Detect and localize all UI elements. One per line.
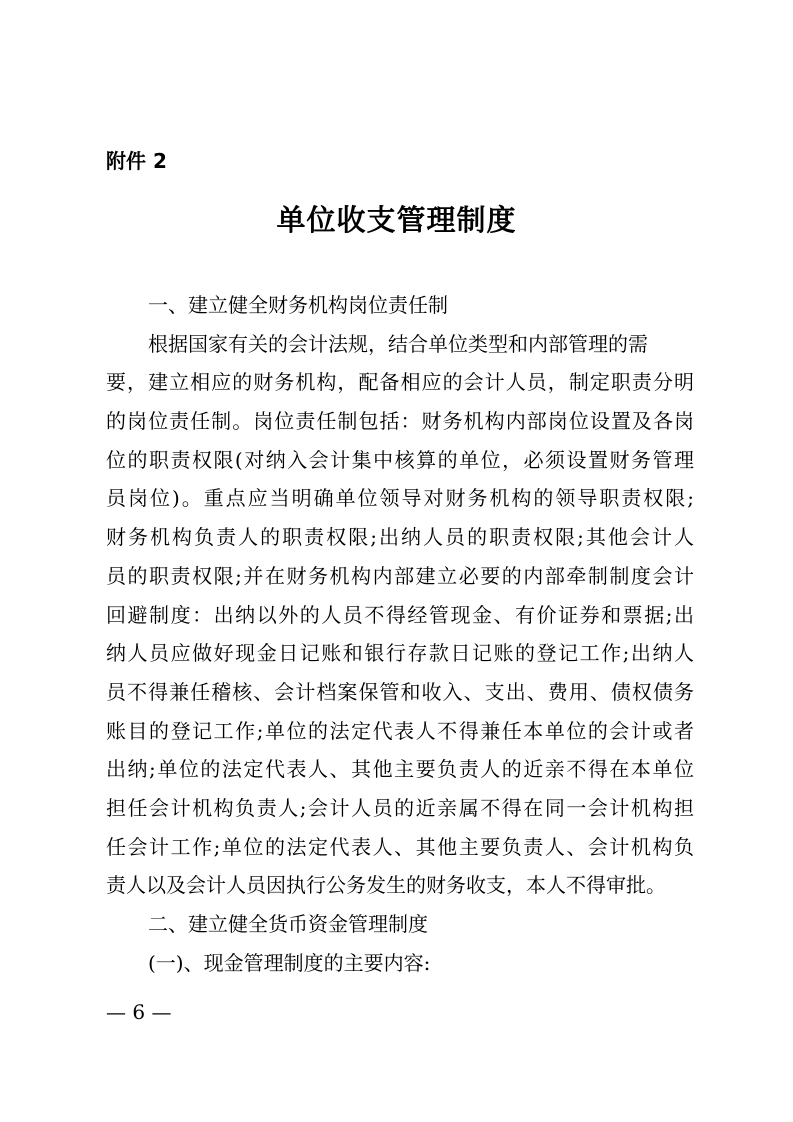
paragraph-line: 担任会计机构负责人;会计人员的近亲属不得在同一会计机构担 (106, 795, 694, 820)
document-title: 单位收支管理制度 (276, 203, 517, 237)
paragraph-line: 回避制度：出纳以外的人员不得经管现金、有价证券和票据;出 (106, 602, 694, 627)
section-heading-1: 一、建立健全财务机构岗位责任制 (148, 293, 448, 317)
paragraph-line: 出纳;单位的法定代表人、其他主要负责人的近亲不得在本单位 (106, 757, 694, 782)
paragraph-line: 员的职责权限;并在财务机构内部建立必要的内部牵制制度会计 (106, 563, 694, 588)
paragraph-line: 要，建立相应的财务机构，配备相应的会计人员，制定职责分明 (106, 370, 694, 395)
paragraph-line: 员不得兼任稽核、会计档案保管和收入、支出、费用、债权债务 (106, 679, 694, 704)
section-heading-2: 二、建立健全货币资金管理制度 (148, 912, 428, 936)
subsection-heading: (一)、现金管理制度的主要内容: (148, 950, 431, 975)
paragraph-line: 账目的登记工作;单位的法定代表人不得兼任本单位的会计或者 (106, 718, 694, 743)
paragraph-line: 的岗位责任制。岗位责任制包括：财务机构内部岗位设置及各岗 (106, 409, 694, 434)
attachment-label: 附件 2 (106, 149, 167, 173)
paragraph-line: 员岗位)。重点应当明确单位领导对财务机构的领导职责权限; (106, 486, 694, 511)
paragraph-line: 根据国家有关的会计法规，结合单位类型和内部管理的需 (148, 331, 648, 356)
page-number: — 6 — (106, 1000, 172, 1024)
paragraph-line: 财务机构负责人的职责权限;出纳人员的职责权限;其他会计人 (106, 525, 694, 550)
document-body (106, 286, 694, 982)
paragraph-line: 位的职责权限(对纳入会计集中核算的单位，必须设置财务管理 (106, 447, 694, 472)
paragraph-line: 任会计工作;单位的法定代表人、其他主要负责人、会计机构负 (106, 834, 694, 859)
paragraph-line: 纳人员应做好现金日记账和银行存款日记账的登记工作;出纳人 (106, 641, 694, 666)
paragraph-line: 责人以及会计人员因执行公务发生的财务收支，本人不得审批。 (106, 873, 666, 898)
